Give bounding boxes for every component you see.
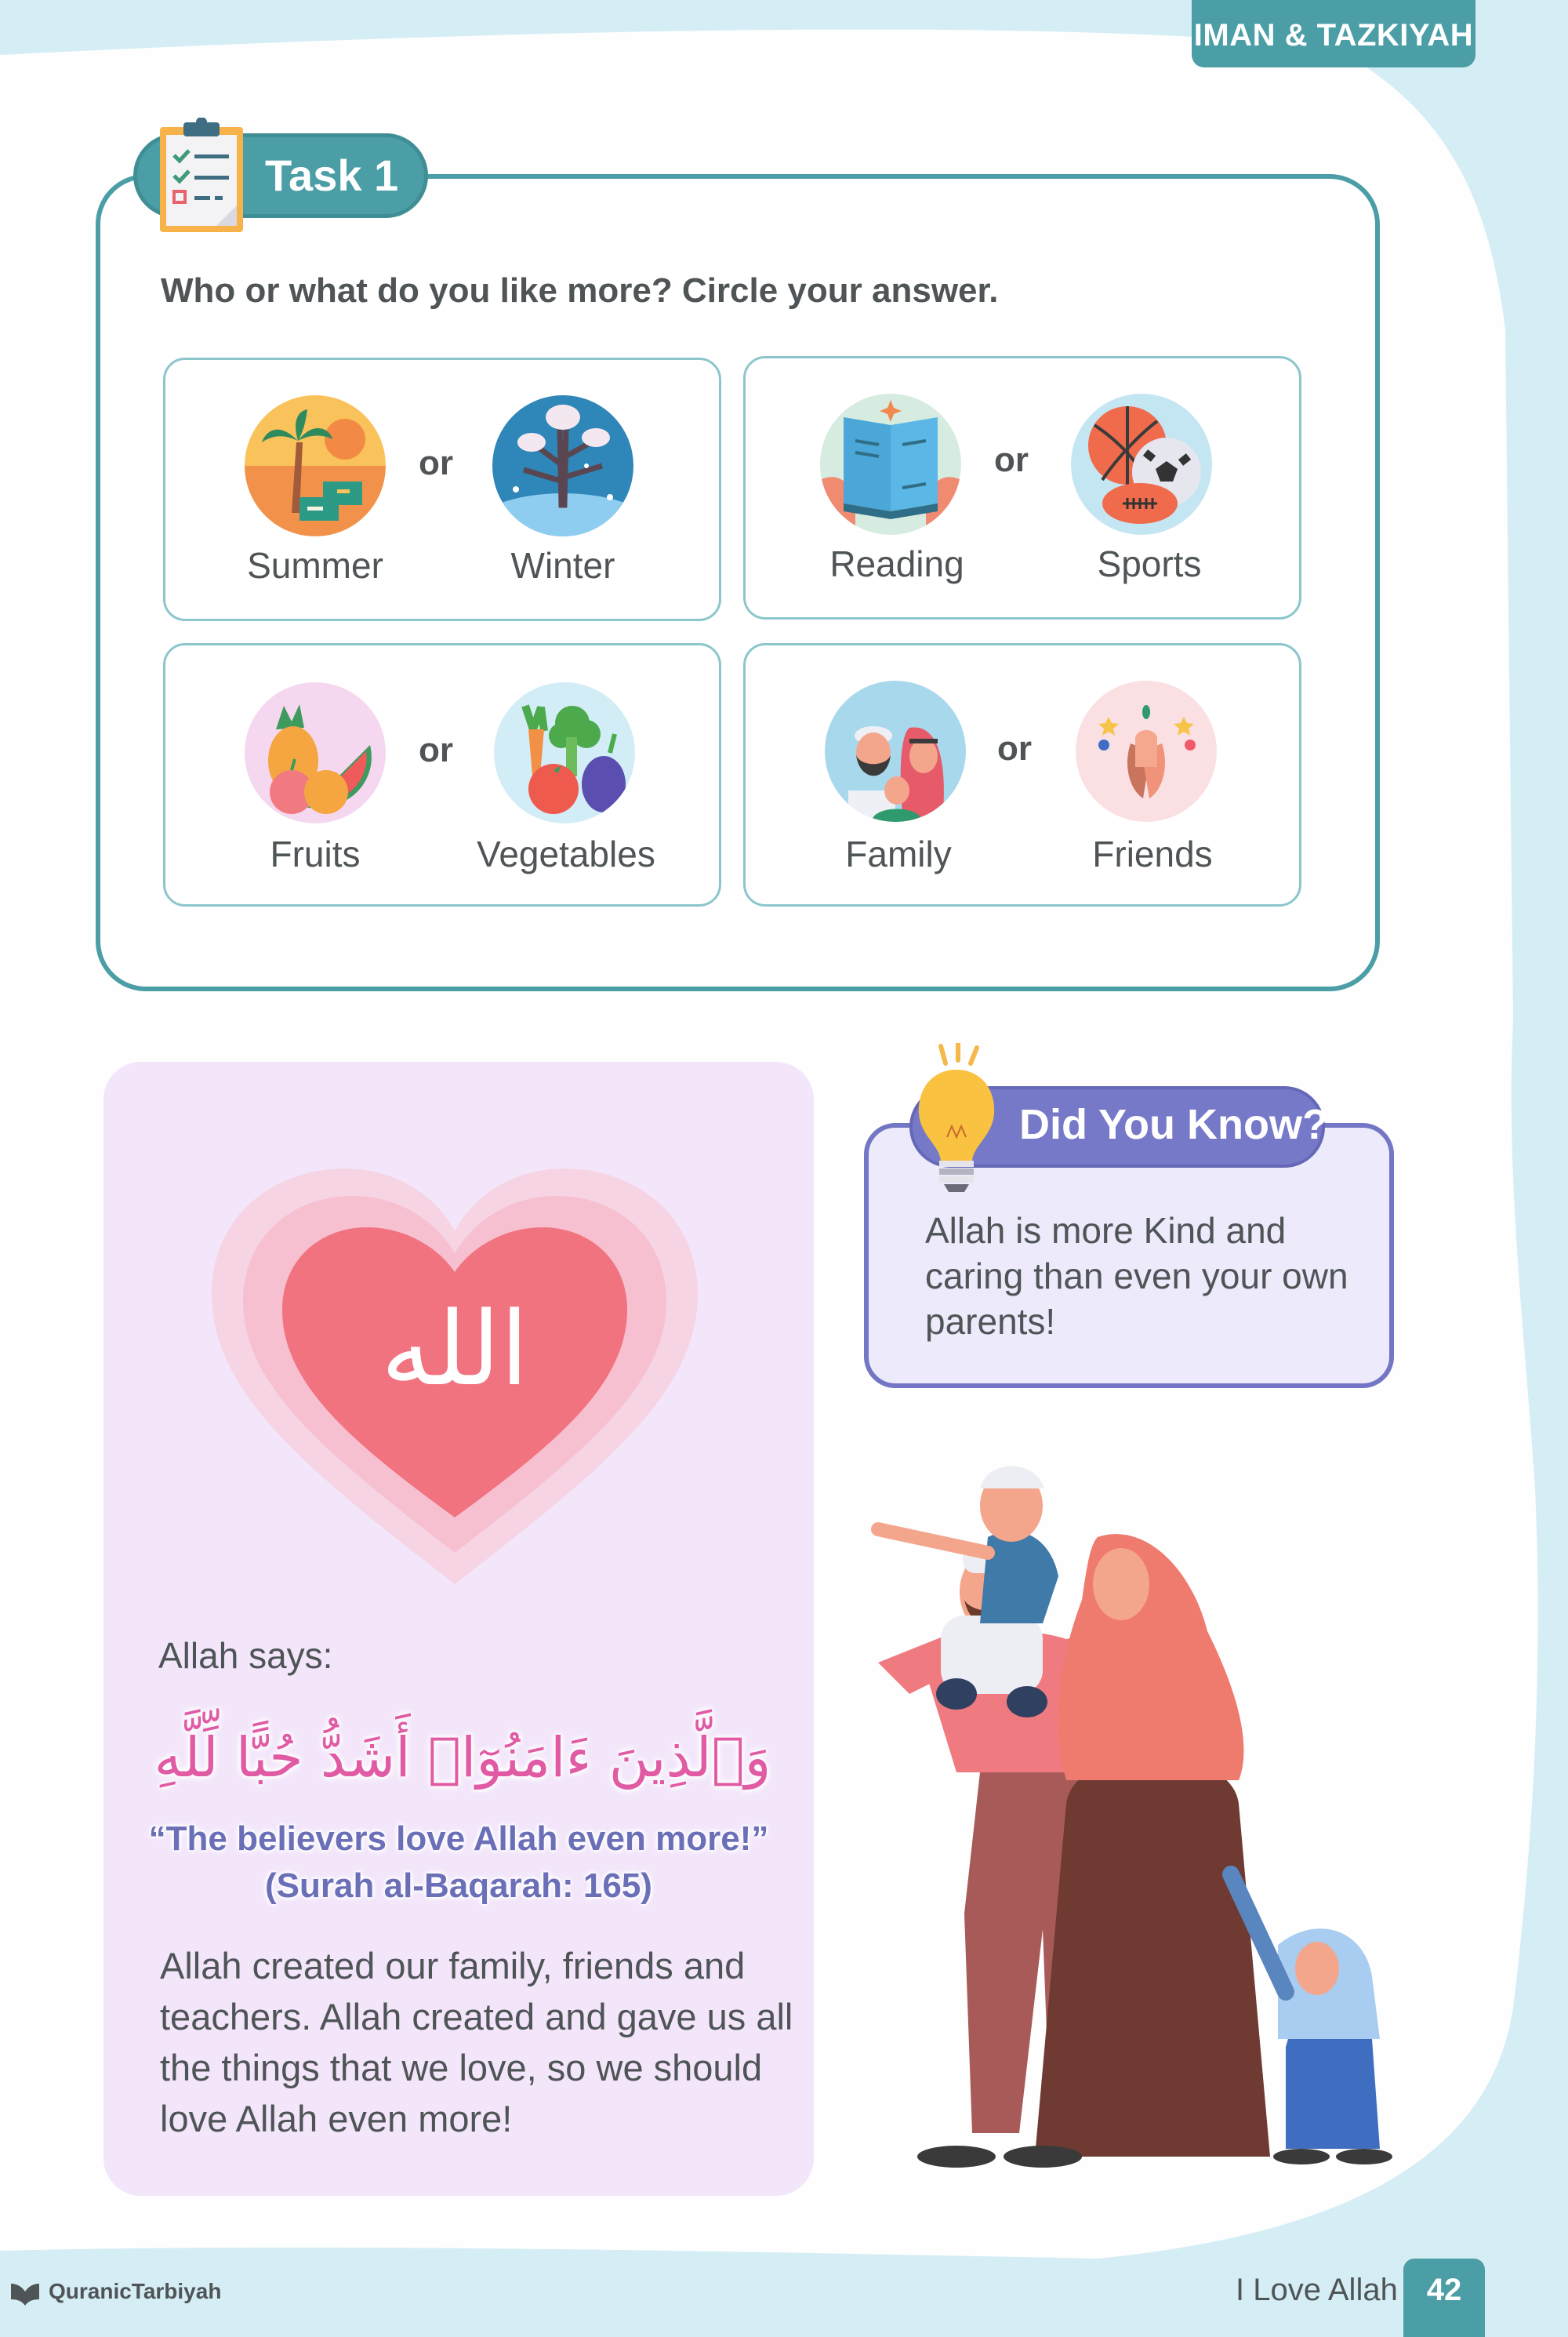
footer-brand: QuranicTarbiyah <box>49 2279 222 2303</box>
or-label: or <box>997 729 1032 768</box>
task-title: Task 1 <box>265 151 399 200</box>
choice-label-vegetables[interactable]: Vegetables <box>477 834 655 874</box>
section-tab: IMAN & TAZKIYAH <box>1192 0 1475 67</box>
allah-says-label: Allah says: <box>158 1635 333 1676</box>
verse-translation: “The believers love Allah even more!” <box>148 1819 769 1858</box>
choice-label-fruits[interactable]: Fruits <box>270 834 361 874</box>
high-five-icon[interactable] <box>1076 681 1217 822</box>
choice-label-winter[interactable]: Winter <box>510 545 615 586</box>
sports-balls-icon[interactable] <box>1071 394 1212 535</box>
task-question: Who or what do you like more? Circle your answer. <box>161 271 999 310</box>
or-label: or <box>419 444 453 482</box>
choice-label-reading[interactable]: Reading <box>829 543 964 584</box>
choice-label-sports[interactable]: Sports <box>1097 543 1202 584</box>
footer-chapter-title: I Love Allah <box>1236 2273 1398 2307</box>
snowy-tree-icon[interactable] <box>492 395 633 536</box>
verse-reference: (Surah al-Baqarah: 165) <box>265 1866 652 1905</box>
or-label: or <box>419 731 453 769</box>
fruits-icon[interactable] <box>245 682 386 823</box>
choice-label-friends[interactable]: Friends <box>1092 834 1213 874</box>
family-icon[interactable] <box>825 681 966 822</box>
vegetables-icon[interactable] <box>494 682 635 823</box>
did-you-know-title: Did You Know? <box>1019 1101 1328 1148</box>
heart-allah-text: الله <box>380 1289 529 1408</box>
open-book-icon[interactable] <box>820 394 961 535</box>
did-you-know-text: Allah is more Kind and caring than even your own parents! <box>925 1210 1348 1342</box>
arabic-verse: وَٱلَّذِينَ ءَامَنُوٓا۟ أَشَدُّ حُبًّا لِّلَّهِ <box>154 1725 771 1790</box>
beach-palm-icon[interactable] <box>245 395 386 536</box>
choice-label-summer[interactable]: Summer <box>247 545 383 586</box>
or-label: or <box>994 441 1029 479</box>
page-number: 42 <box>1403 2259 1485 2337</box>
book-logo-icon <box>9 2281 41 2307</box>
lightbulb-icon <box>909 1043 1004 1192</box>
family-illustration <box>862 1427 1411 2196</box>
choice-label-family[interactable]: Family <box>845 834 952 874</box>
love-paragraph: Allah created our family, friends and teachers. Allah created and gave us all the things that we love, so we should love Allah even more! <box>160 1945 793 2139</box>
clipboard-checklist-icon <box>160 118 243 232</box>
